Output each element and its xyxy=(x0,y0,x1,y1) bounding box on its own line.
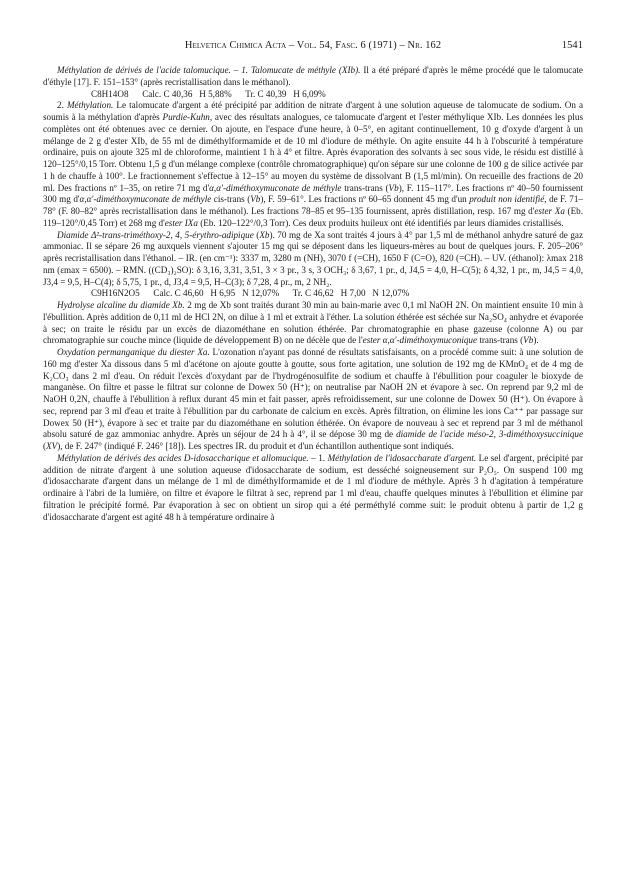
text-run: Il a été préparé d'après le même procédé que le talomucate d'éthyle [17]. F. 151–153° (après recristallisation dans le méthanol). xyxy=(43,65,583,87)
text-run: – 1. xyxy=(308,452,328,463)
text-run: 2. xyxy=(57,100,67,111)
text-run: ), F. 59–61°. Les fractions nº 60–65 donnent 45 mg d'un xyxy=(260,194,470,205)
italic-text: Oxydation permanganique du diester Xa. xyxy=(57,347,210,357)
italic-text: diamide de l'acide méso-2, 3-diméthoxysuccinique xyxy=(396,429,584,440)
italic-text: Vb xyxy=(388,182,399,193)
article-body xyxy=(43,65,583,523)
italic-text: Méthylation de l'idosaccharate d'argent. xyxy=(327,452,477,463)
body-paragraph xyxy=(43,347,583,453)
text-run: ( xyxy=(253,229,260,240)
italic-text: Diamide Δ²-trans-triméthoxy-2, 4, 5-érythro-adipique xyxy=(57,229,254,240)
text-run: Le talomucate d'argent a été précipité par addition de nitrate d'argent à une solution aqueuse de talomucate de sodium. On a soumis à la méthylation d'après xyxy=(43,100,584,122)
italic-text: Xb xyxy=(259,229,270,240)
italic-text: Méthylation de dérivés de l'acide talomucique. – 1. Talomucate de méthyle (XIb). xyxy=(57,65,364,75)
journal-page xyxy=(43,40,583,523)
text-run: ). 70 mg de Xa sont traités 4 jours à 4° par 1,5 ml de méthanol anhydre saturé de gaz ammoniac. Il se sépare 26 mg auxquels viennent s'ajouter 15 mg qui se déposent dans les liqueurs-mères au bout de quelques jours. F. 205–206° après recristallisation dans l'éthanol. – IR. (en cm⁻¹): 3337 m, 3280 m (NH), 3070 f (=CH), 1650 F (C=O), 820 (=CH). – UV. (éthanol): λmax 218 nm (εmax = 6500). – RMN. ((CD₃)₂SO): δ 3,16, 3,31, 3,51, 3 × 3 pr., 3 s, 3 OCH₃; δ 3,67, 1 pr., d, J4,5 = 4,0, H–C(5); δ 4,32, 1 pr., m, J4,5 = 4,0, J3,4 = 9,5, H–C(4); δ 5,75, 1 pr., d, J3,4 = 9,5, H–C(3); δ 7,28, 4 pr., m, 2 NH₂. xyxy=(43,229,583,287)
italic-text: Purdie-Kuhn, xyxy=(162,112,213,122)
body-paragraph xyxy=(43,453,583,524)
italic-text: α,α'-diméthoxymuconate de méthyle xyxy=(209,182,342,193)
body-paragraph xyxy=(43,100,583,229)
text-run: 2 mg de Xb sont traités durant 30 min au bain-marie avec 0,1 ml NaOH 2N. On maintient ensuite 10 min à l'ébullition. Après addition de 0,11 ml de HCl 2N, on dilue à 1 ml et extrait à l'éther. La solution éthérée est séchée sur Na₂SO₄ anhydre et évaporée à sec; on traite le résidu par un excès de diazométhane en solution éthérée. Par chromatographie en phase gazeuse (colonne A) ou par chromatographie sur couche mince (liquide de développement B) on ne décèle que de l' xyxy=(43,300,583,346)
italic-text: α,α'-diméthoxymuconate de méthyle xyxy=(79,194,212,205)
elemental-analysis-formula: C9H16N2O5 Calc. C 46,60 H 6,95 N 12,07% Tr. C 46,62 H 7,00 N 12,07% xyxy=(91,288,410,299)
page-number: 1541 xyxy=(561,40,583,51)
running-head: Helvetica Chimica Acta – Vol. 54, Fasc. 6 (1971) – Nr. 162 xyxy=(184,40,442,51)
italic-text: ester Xa xyxy=(534,206,565,216)
text-run: ( xyxy=(43,441,47,451)
italic-text: Vb xyxy=(523,335,534,346)
text-run: (Eb. 119–120°/0,45 Torr) et 268 mg d' xyxy=(43,206,583,228)
italic-text: ester IXa xyxy=(164,217,198,228)
page-header xyxy=(43,40,583,56)
text-run: cis-trans ( xyxy=(211,194,251,205)
elemental-analysis-formula: C8H14O8 Calc. C 40,36 H 5,88% Tr. C 40,39 H 6,09% xyxy=(91,88,326,99)
italic-text: produit non identifié, xyxy=(469,194,547,205)
text-run: L'ozonation n'ayant pas donné de résultats satisfaisants, on a procédé comme suit: à une solution de 160 mg d'ester Xa dissous dans 5 ml d'acétone on ajoute goutte à goutte, sous forte agitation, une solution de 192 mg de KMnO₄ et de 4 mg de K₂CO₃ dans 2 ml d'eau. On réduit l'excès d'oxydant par de l'hydrogénosulfite de sodium et chauffe à l'ébullition pour coaguler le bioxyde de manganèse. On filtre et passe le filtrat sur colonne de Dowex 50 (H⁺); on neutralise par NaOH 2N et évapore à sec. On reprend par 9,2 ml de NaOH 0,2N, chauffe à l'ébullition à reflux durant 45 min et fait passer, après refroidissement, sur une colonne de Dowex 50 (H⁺). On évapore à sec, reprend par 3 ml d'eau et traite à l'ébullition par du carbonate de calcium en excès. Après filtration, on élimine les ions Ca⁺⁺ par passage sur Dowex 50 (H⁺), évapore à sec et traite par du diazométhane en solution éthérée. On évapore de nouveau à sec et reprend par 3 ml de méthanol absolu saturé de gaz ammoniac anhydre. Après un séjour de 24 h à 4°, il se dépose 30 mg de xyxy=(43,347,583,440)
text-run: ). xyxy=(533,335,539,346)
italic-text: Méthylation. xyxy=(66,100,114,111)
text-run: de F. 71–78° (F. 80–82° après recristallisation dans le méthanol). Les fractions 78–85 et 95–135 fournissent, après distillation, resp. 167 mg d' xyxy=(43,194,583,216)
italic-text: XV xyxy=(46,441,58,451)
body-paragraph xyxy=(43,300,583,347)
text-run: avec des résultats analogues, ce talomucate d'argent et l'ester méthylique XIb. Les données les plus complètes ont été obtenues avec ce dernier. On ajoute, en l'espace d'une heure, à 0–5°, en agitant continuellement, 10 g d'oxyde d'argent à un mélange de 2 g d'ester XIb, de 55 ml de diméthylformamide et de 10 ml d'iodure de méthyle. On agite ensuite 44 h à l'obscurité à température ordinaire, puis on ajoute 325 ml de chloroforme, maintient 1 h à 4° et filtre. Après évaporation des solvants à sec sous vide, le résidu est distillé à 120–125°/0,15 Torr. Obtenu 1,5 g d'un mélange complexe (contrôle chromatographique) qu'on sépare sur une colonne de 100 g de silice activée par 1 h de chauffe à 100°. Le fractionnement s'effectue à 12–15° au moyen du système de dissolvant B (1,5 ml/min). On recueille des fractions de 20 ml. Des fractions nº 1–35, on retire 71 mg d' xyxy=(43,112,584,193)
italic-text: ester α,α'-diméthoxymuconique xyxy=(362,335,478,346)
body-paragraph xyxy=(43,230,583,289)
italic-text: Méthylation de dérivés des acides D-idosaccharique et allomucique. xyxy=(57,452,309,463)
text-run: (Eb. 120–122°/0,3 Torr). Ces deux produits huileux ont été identifiés par leurs diamides cristallisés. xyxy=(197,217,564,228)
body-paragraph xyxy=(43,65,583,89)
italic-text: Vb xyxy=(250,194,261,205)
text-run: ), de F. 247° (indiqué F. 246° [18]). Les spectres IR. du produit et d'un échantillon authentique sont indiqués. xyxy=(57,441,454,451)
text-run: trans-trans ( xyxy=(477,335,524,346)
text-run: ), F. 115–117°. Les fractions nº 40–50 fournissent 300 mg d' xyxy=(43,182,583,205)
text-run: Le sel d'argent, précipité par addition de nitrate d'argent à une solution aqueuse d'idosaccharate de sodium, est desséché soigneusement sur P₂O₅. On suspend 100 mg d'idosaccharate d'argent dans un mélange de 1 ml de diméthylformamide et de 1 ml d'iodure de méthyle. Après 3 h d'agitation à température ordinaire à l'abri de la lumière, on filtre et évapore le filtrat à sec, reprend par 1 ml d'eau, chauffe quelques minutes à l'ébullition et élimine par filtration le précipité formé. Par évaporation à sec on obtient un sirop qui a été perméthylé comme suit: le produit obtenu à partir de 1,2 g d'idosaccharate d'argent est agité 48 h à température ordinaire à xyxy=(43,452,583,522)
text-run: trans-trans ( xyxy=(341,182,389,193)
italic-text: Hydrolyse alcaline du diamide Xb. xyxy=(57,300,185,310)
